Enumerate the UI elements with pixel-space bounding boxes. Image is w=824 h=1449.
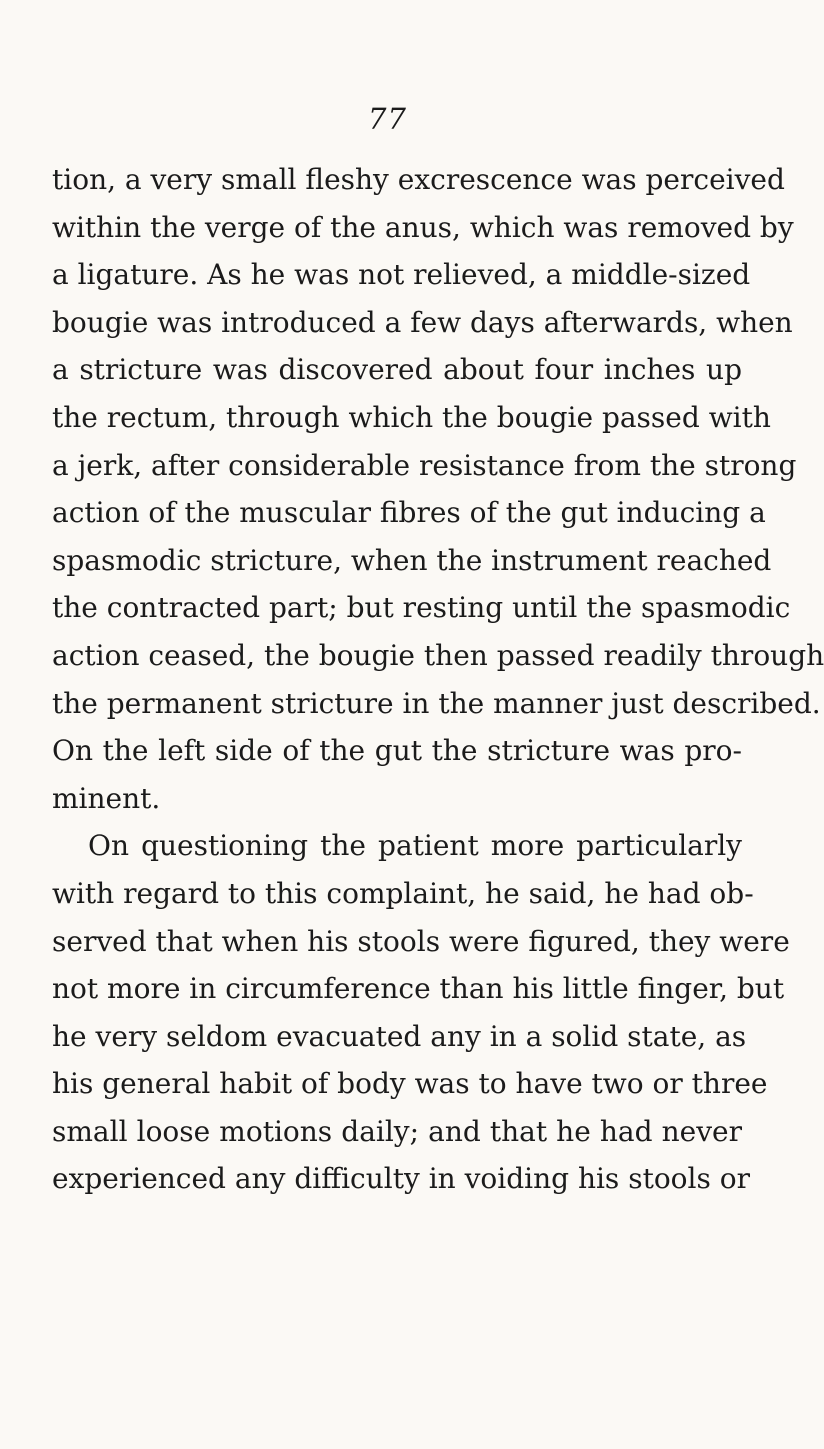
paragraph-end-line: minent. (52, 781, 161, 815)
text-line: a stricture was discovered about four inches up (52, 353, 742, 387)
body-text (52, 156, 824, 1203)
paragraph-start-line: On questioning the patient more particularly (88, 829, 742, 863)
text-line: with regard to this complaint, he said, he had ob- (52, 876, 754, 910)
text-line: he very seldom evacuated any in a solid state, as (52, 1019, 747, 1053)
text-line: experienced any difficulty in voiding his stools or (52, 1162, 751, 1196)
text-line: the rectum, through which the bougie passed with (52, 400, 771, 434)
text-line: bougie was introduced a few days afterwards, when (52, 305, 793, 339)
text-line: tion, a very small fleshy excrescence was perceived (52, 163, 785, 196)
text-line: his general habit of body was to have two or three (52, 1067, 768, 1101)
text-line: spasmodic stricture, when the instrument reached (52, 543, 772, 577)
text-line: action of the muscular fibres of the gut inducing a (52, 496, 766, 530)
page-number: 77 (368, 102, 407, 136)
text-line: a ligature. As he was not relieved, a middle-sized (52, 258, 751, 292)
text-line: served that when his stools were figured, they were (52, 924, 790, 958)
text-line: the contracted part; but resting until the spasmodic (52, 591, 791, 625)
text-line: a jerk, after considerable resistance from the strong (52, 448, 797, 482)
text-line: small loose motions daily; and that he had never (52, 1114, 742, 1148)
text-line: within the verge of the anus, which was removed by (52, 210, 794, 244)
text-line: On the left side of the gut the stricture was pro- (52, 734, 742, 768)
text-line: not more in circumference than his little finger, but (52, 972, 785, 1006)
text-line: the permanent stricture in the manner just described. (52, 686, 821, 720)
text-line: action ceased, the bougie then passed readily through (52, 638, 824, 672)
